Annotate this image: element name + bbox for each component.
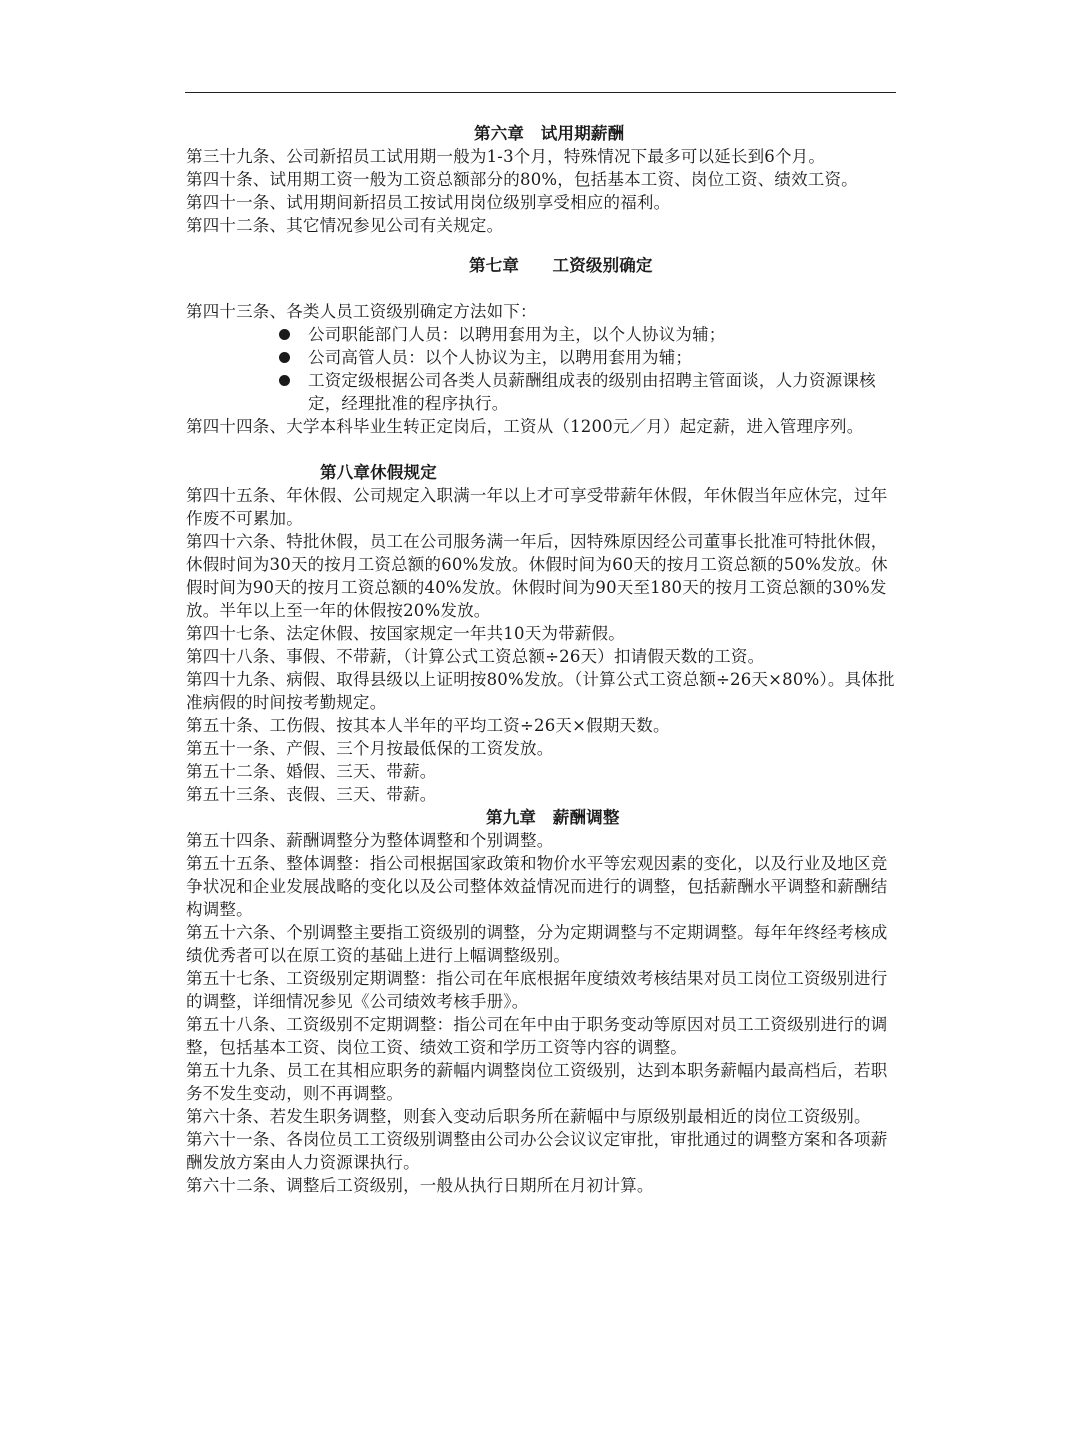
article-60: 第六十条、若发生职务调整，则套入变动后职务所在薪幅中与原级别最相近的岗位工资级别。 [186, 1107, 871, 1126]
bullet-icon [279, 329, 290, 340]
list-item: 公司职能部门人员：以聘用套用为主，以个人协议为辅； [308, 323, 896, 346]
article-40: 第四十条、试用期工资一般为工资总额部分的80%，包括基本工资、岗位工资、绩效工资。 [186, 170, 858, 189]
article-51: 第五十一条、产假、三个月按最低保的工资发放。 [186, 739, 554, 758]
bullet-icon [279, 375, 290, 386]
list-item: 公司高管人员：以个人协议为主，以聘用套用为辅； [308, 346, 896, 369]
chapter-8-title: 第八章休假规定 [320, 463, 437, 482]
article-47: 第四十七条、法定休假、按国家规定一年共10天为带薪假。 [186, 624, 625, 643]
article-39: 第三十九条、公司新招员工试用期一般为1-3个月，特殊情况下最多可以延长到6个月。 [186, 147, 826, 166]
article-43: 第四十三条、各类人员工资级别确定方法如下： [186, 302, 537, 321]
article-44: 第四十四条、大学本科毕业生转正定岗后，工资从（1200元／月）起定薪，进入管理序列。 [186, 417, 864, 436]
list-item: 工资定级根据公司各类人员薪酬组成表的级别由招聘主管面谈，人力资源课核定，经理批准的程序执行。 [308, 369, 896, 415]
chapter-9-title: 第九章 薪酬调整 [486, 808, 620, 827]
header-rule [185, 92, 896, 93]
article-46: 第四十六条、特批休假，员工在公司服务满一年后，因特殊原因经公司董事长批准可特批休假，休假时间为30天的按月工资总额的60%发放。休假时间为60天的按月工资总额的50%发放。休假时间为90天的按月工资总额的40%发放。休假时间为90天至180天的按月工资总额的30%发放。半年以上至一年的休假按20%发放。 [186, 532, 888, 620]
article-55: 第五十五条、整体调整：指公司根据国家政策和物价水平等宏观因素的变化，以及行业及地区竞争状况和企业发展战略的变化以及公司整体效益情况而进行的调整，包括薪酬水平调整和薪酬结构调整。 [186, 854, 888, 919]
bullet-icon [279, 352, 290, 363]
article-42: 第四十二条、其它情况参见公司有关规定。 [186, 216, 504, 235]
article-53: 第五十三条、丧假、三天、带薪。 [186, 785, 437, 804]
article-49: 第四十九条、病假、取得县级以上证明按80%发放。（计算公式工资总额÷26天×80%）。具体批准病假的时间按考勤规定。 [186, 670, 895, 712]
article-59: 第五十九条、员工在其相应职务的薪幅内调整岗位工资级别，达到本职务薪幅内最高档后，若职务不发生变动，则不再调整。 [186, 1061, 888, 1103]
chapter-6-title: 第六章 试用期薪酬 [474, 124, 625, 143]
article-54: 第五十四条、薪酬调整分为整体调整和个别调整。 [186, 831, 554, 850]
article-57: 第五十七条、工资级别定期调整：指公司在年底根据年度绩效考核结果对员工岗位工资级别进行的调整，详细情况参见《公司绩效考核手册》。 [186, 969, 888, 1011]
article-58: 第五十八条、工资级别不定期调整：指公司在年中由于职务变动等原因对员工工资级别进行的调整，包括基本工资、岗位工资、绩效工资和学历工资等内容的调整。 [186, 1015, 888, 1057]
article-41: 第四十一条、试用期间新招员工按试用岗位级别享受相应的福利。 [186, 193, 671, 212]
bullet-list [186, 323, 896, 415]
article-52: 第五十二条、婚假、三天、带薪。 [186, 762, 437, 781]
chapter-7-title: 第七章 工资级别确定 [469, 256, 653, 275]
article-56: 第五十六条、个别调整主要指工资级别的调整，分为定期调整与不定期调整。每年年终经考核成绩优秀者可以在原工资的基础上进行上幅调整级别。 [186, 923, 888, 965]
article-48: 第四十八条、事假、不带薪，（计算公式工资总额÷26天）扣请假天数的工资。 [186, 647, 765, 666]
article-62: 第六十二条、调整后工资级别，一般从执行日期所在月初计算。 [186, 1176, 654, 1195]
article-61: 第六十一条、各岗位员工工资级别调整由公司办公会议议定审批，审批通过的调整方案和各项薪酬发放方案由人力资源课执行。 [186, 1130, 888, 1172]
article-50: 第五十条、工伤假、按其本人半年的平均工资÷26天×假期天数。 [186, 716, 670, 735]
article-45: 第四十五条、年休假、公司规定入职满一年以上才可享受带薪年休假，年休假当年应休完，过年作废不可累加。 [186, 486, 888, 528]
document-body [186, 122, 896, 1197]
